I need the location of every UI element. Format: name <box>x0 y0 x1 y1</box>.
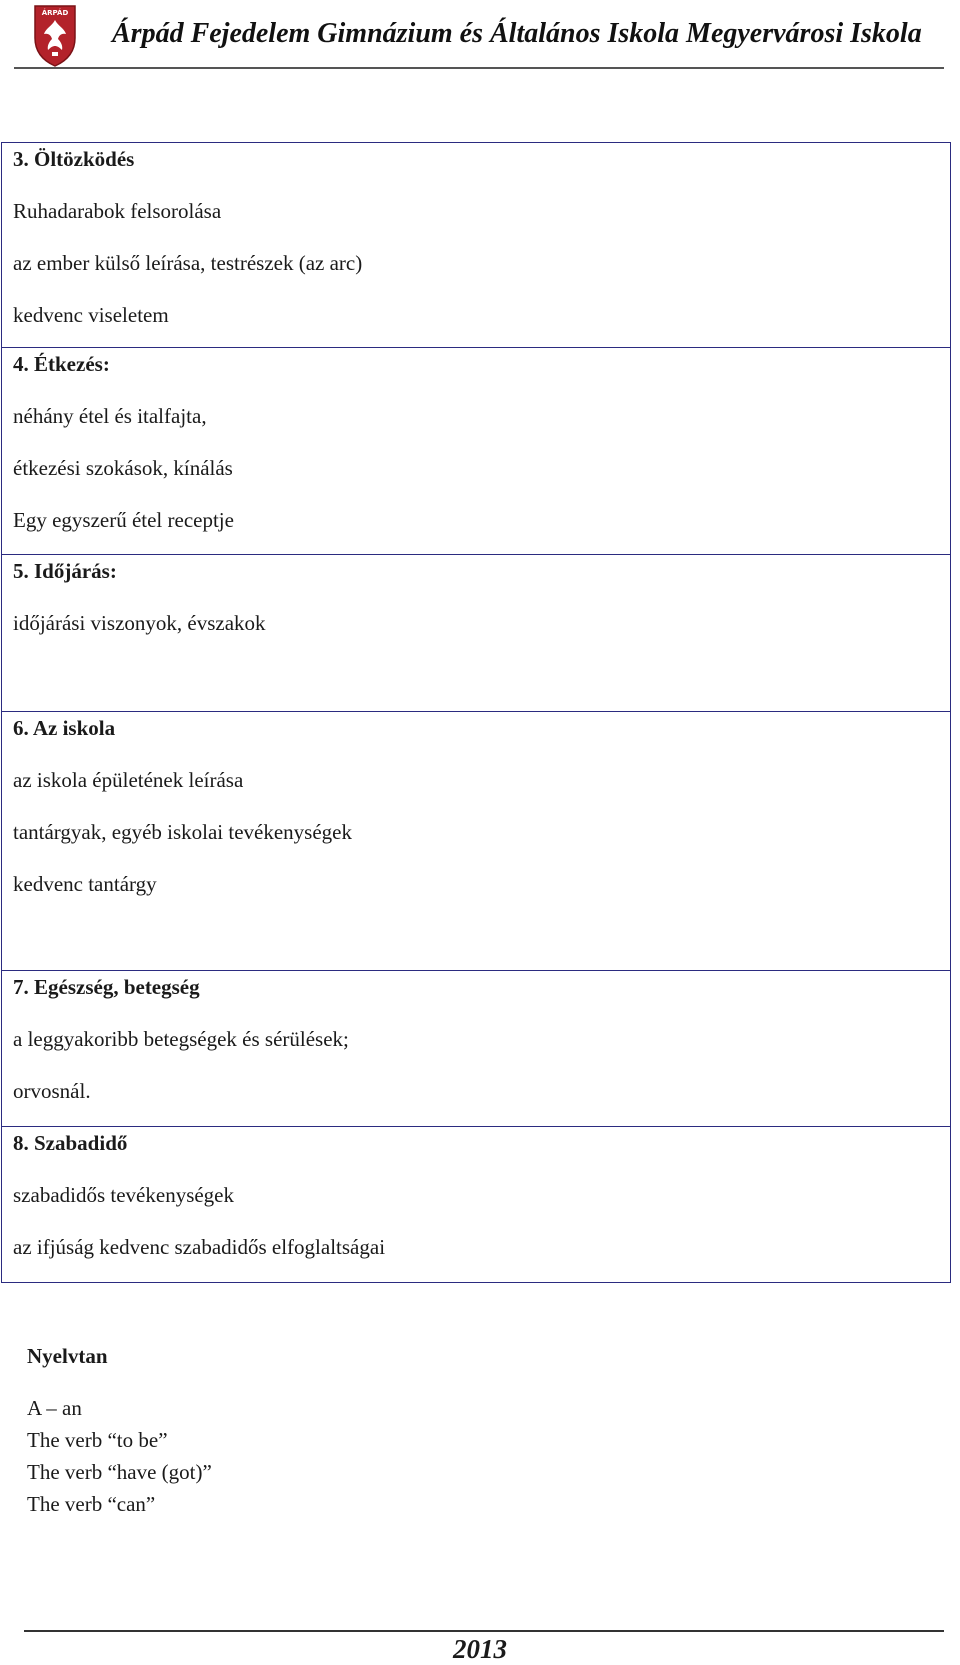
topic-row <box>2 143 951 348</box>
school-crest-icon <box>32 2 78 68</box>
topic-cell <box>2 971 951 1127</box>
topic-line: az ember külső leírása, testrészek (az arc) <box>13 251 363 275</box>
topic-row <box>2 712 951 971</box>
grammar-item: The verb “to be” <box>27 1428 168 1452</box>
topics-table <box>1 142 951 1283</box>
topic-row <box>2 1127 951 1283</box>
page-header <box>0 0 960 72</box>
grammar-item: A – an <box>27 1396 82 1420</box>
topic-line: kedvenc tantárgy <box>13 872 157 896</box>
topic-line: a leggyakoribb betegségek és sérülések; <box>13 1027 349 1051</box>
topic-cell <box>2 712 951 971</box>
topic-title: 7. Egészség, betegség <box>13 975 200 999</box>
grammar-item: The verb “can” <box>27 1492 156 1516</box>
topic-row <box>2 348 951 555</box>
grammar-title: Nyelvtan <box>27 1344 108 1368</box>
topic-line: az ifjúság kedvenc szabadidős elfoglaltságai <box>13 1235 386 1259</box>
topic-line: kedvenc viseletem <box>13 303 169 327</box>
topic-line: orvosnál. <box>13 1079 91 1103</box>
topic-row <box>2 971 951 1127</box>
grammar-item: The verb “have (got)” <box>27 1460 212 1484</box>
topic-line: Ruhadarabok felsorolása <box>13 199 222 223</box>
footer-year: 2013 <box>453 1634 507 1664</box>
topic-title: 6. Az iskola <box>13 716 116 740</box>
school-name: Árpád Fejedelem Gimnázium és Általános Iskola Megyervárosi Iskola <box>112 18 922 49</box>
header-divider <box>14 67 944 69</box>
topic-title: 4. Étkezés: <box>13 352 110 376</box>
footer-divider <box>24 1630 944 1632</box>
topic-line: Egy egyszerű étel receptje <box>13 508 234 532</box>
topic-line: tantárgyak, egyéb iskolai tevékenységek <box>13 820 352 844</box>
topic-cell <box>2 1127 951 1283</box>
crest-lettering: ÁRPÁD <box>41 9 69 17</box>
topic-cell <box>2 555 951 712</box>
topic-row <box>2 555 951 712</box>
topic-title: 5. Időjárás: <box>13 559 117 583</box>
topic-cell <box>2 143 951 348</box>
topic-cell <box>2 348 951 555</box>
topic-title: 8. Szabadidő <box>13 1131 128 1155</box>
topic-line: az iskola épületének leírása <box>13 768 244 792</box>
topic-title: 3. Öltözködés <box>13 147 135 171</box>
topic-line: néhány étel és italfajta, <box>13 404 207 428</box>
topic-line: időjárási viszonyok, évszakok <box>13 611 266 635</box>
topic-line: étkezési szokások, kínálás <box>13 456 233 480</box>
topic-line: szabadidős tevékenységek <box>13 1183 235 1207</box>
